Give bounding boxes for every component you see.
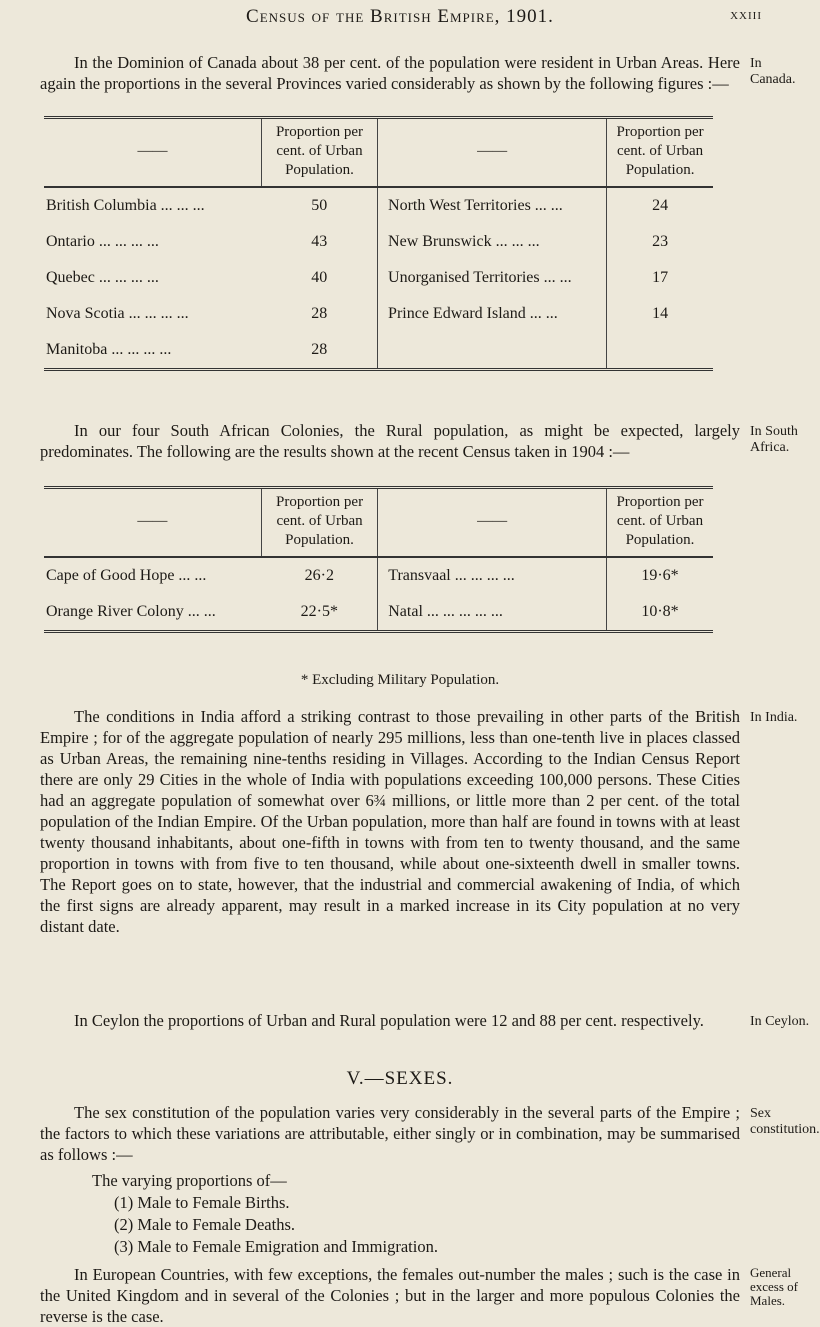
province-name: New Brunswick ... ... ... (388, 233, 540, 250)
ceylon-paragraph: In Ceylon the proportions of Urban and Rural population were 12 and 88 per cent. respectively. (74, 1011, 704, 1030)
margin-note-canada: In Canada. (750, 56, 796, 87)
page-number: xxiii (730, 6, 762, 23)
section-heading: V.—SEXES. (346, 1068, 454, 1089)
column-header-blank: —— (378, 118, 607, 188)
urban-percent: 23 (607, 224, 713, 260)
column-header-blank: —— (44, 488, 261, 558)
header-title: Census of the British Empire, 1901. (246, 6, 554, 27)
sex-intro-paragraph: The sex constitution of the population varies very considerably in the several parts of the Empire ; the factors to which these variations are attributable, either singly or in combination, may be summarised as follows :— (40, 1103, 740, 1164)
column-header-proportion: Proportion per cent. of Urban Population. (261, 118, 377, 188)
list-item: (2) Male to Female Deaths. (114, 1215, 295, 1234)
urban-percent: 19·6* (606, 557, 713, 594)
column-header-proportion: Proportion per cent. of Urban Population. (261, 488, 377, 558)
province-name: Manitoba ... ... ... ... (46, 341, 172, 358)
south-africa-intro-paragraph: In our four South African Colonies, the Rural population, as might be expected, largely predominates. The following are the results shown at the recent Census taken in 1904 :— (40, 421, 740, 461)
urban-percent: 40 (261, 260, 377, 296)
margin-note-india: In India. (750, 710, 798, 725)
table-row (44, 260, 713, 296)
urban-percent: 43 (261, 224, 377, 260)
province-name: Ontario ... ... ... ... (46, 233, 159, 250)
table-row (44, 296, 713, 332)
urban-percent: 28 (261, 332, 377, 370)
urban-percent: 22·5* (261, 594, 377, 632)
province-name: British Columbia ... ... ... (46, 197, 205, 214)
province-name: North West Territories ... ... (388, 197, 563, 214)
india-paragraph: The conditions in India afford a striking contrast to those prevailing in other parts of the British Empire ; for of the aggregate population of nearly 295 millions, less than one-tenth live in places classed as Urban Areas, the remaining nine-tenths residing in Villages. According to the Indian Census Report there are only 29 Cities in the whole of India with populations exceeding 100,000 persons. These Cities had an aggregate population of somewhat over 6¾ millions, or little more than 2 per cent. of the total population of the Indian Empire. Of the Urban population, more than half are found in towns with at least twenty thousand inhabitants, about one-fifth in towns with from ten to twenty thousand, and the same proportion in towns with from five to ten thousand, while about one-sixteenth dwell in smaller towns. The Report goes on to state, however, that the industrial and commercial awakening of India, of which the first signs are already apparent, may result in a marked increase in its City population at no very distant date. (40, 707, 740, 936)
urban-percent: 24 (607, 187, 713, 224)
colony-name: Transvaal ... ... ... ... (388, 567, 515, 584)
urban-percent: 26·2 (261, 557, 377, 594)
europe-paragraph: In European Countries, with few exceptions, the females out-number the males ; such is the case in the United Kingdom and in several of the Colonies ; but in the larger and more populous Colonies the reverse is the case. (40, 1265, 740, 1326)
urban-percent: 50 (261, 187, 377, 224)
margin-note-general-excess: General excess of Males. (750, 1265, 799, 1308)
south-africa-urban-table (44, 486, 713, 633)
colony-name: Orange River Colony ... ... (46, 603, 216, 620)
urban-percent: 17 (607, 260, 713, 296)
sex-factors-list (92, 1170, 438, 1258)
table-row (44, 332, 713, 370)
list-item: (1) Male to Female Births. (114, 1193, 290, 1212)
urban-percent: 28 (261, 296, 377, 332)
list-item: (3) Male to Female Emigration and Immigration. (114, 1237, 438, 1256)
province-name: Quebec ... ... ... ... (46, 269, 159, 286)
table-row (44, 594, 713, 632)
table-row (44, 187, 713, 224)
margin-note-ceylon: In Ceylon. (750, 1014, 810, 1029)
column-header-proportion: Proportion per cent. of Urban Population. (607, 118, 713, 188)
margin-note-south-africa: In South Africa. (750, 424, 798, 455)
table-row (44, 224, 713, 260)
column-header-blank: —— (44, 118, 261, 188)
column-header-proportion: Proportion per cent. of Urban Population. (606, 488, 713, 558)
colony-name: Natal ... ... ... ... ... (388, 603, 503, 620)
column-header-blank: —— (378, 488, 607, 558)
province-name: Nova Scotia ... ... ... ... (46, 305, 189, 322)
urban-percent (607, 332, 713, 370)
canada-intro-paragraph: In the Dominion of Canada about 38 per cent. of the population were resident in Urban Areas. Here again the proportions in the several Provinces varied considerably as shown by the following figures :— (40, 53, 740, 93)
table-footnote: * Excluding Military Population. (300, 672, 500, 688)
colony-name: Cape of Good Hope ... ... (46, 567, 207, 584)
list-intro: The varying proportions of— (92, 1171, 287, 1190)
margin-note-sex-constitution: Sex constitution. (750, 1106, 820, 1137)
province-name: Prince Edward Island ... ... (388, 305, 558, 322)
urban-percent: 14 (607, 296, 713, 332)
province-name (378, 332, 607, 370)
province-name: Unorganised Territories ... ... (388, 269, 572, 286)
running-header (0, 6, 800, 28)
table-row (44, 557, 713, 594)
canada-urban-table (44, 116, 713, 371)
urban-percent: 10·8* (606, 594, 713, 632)
